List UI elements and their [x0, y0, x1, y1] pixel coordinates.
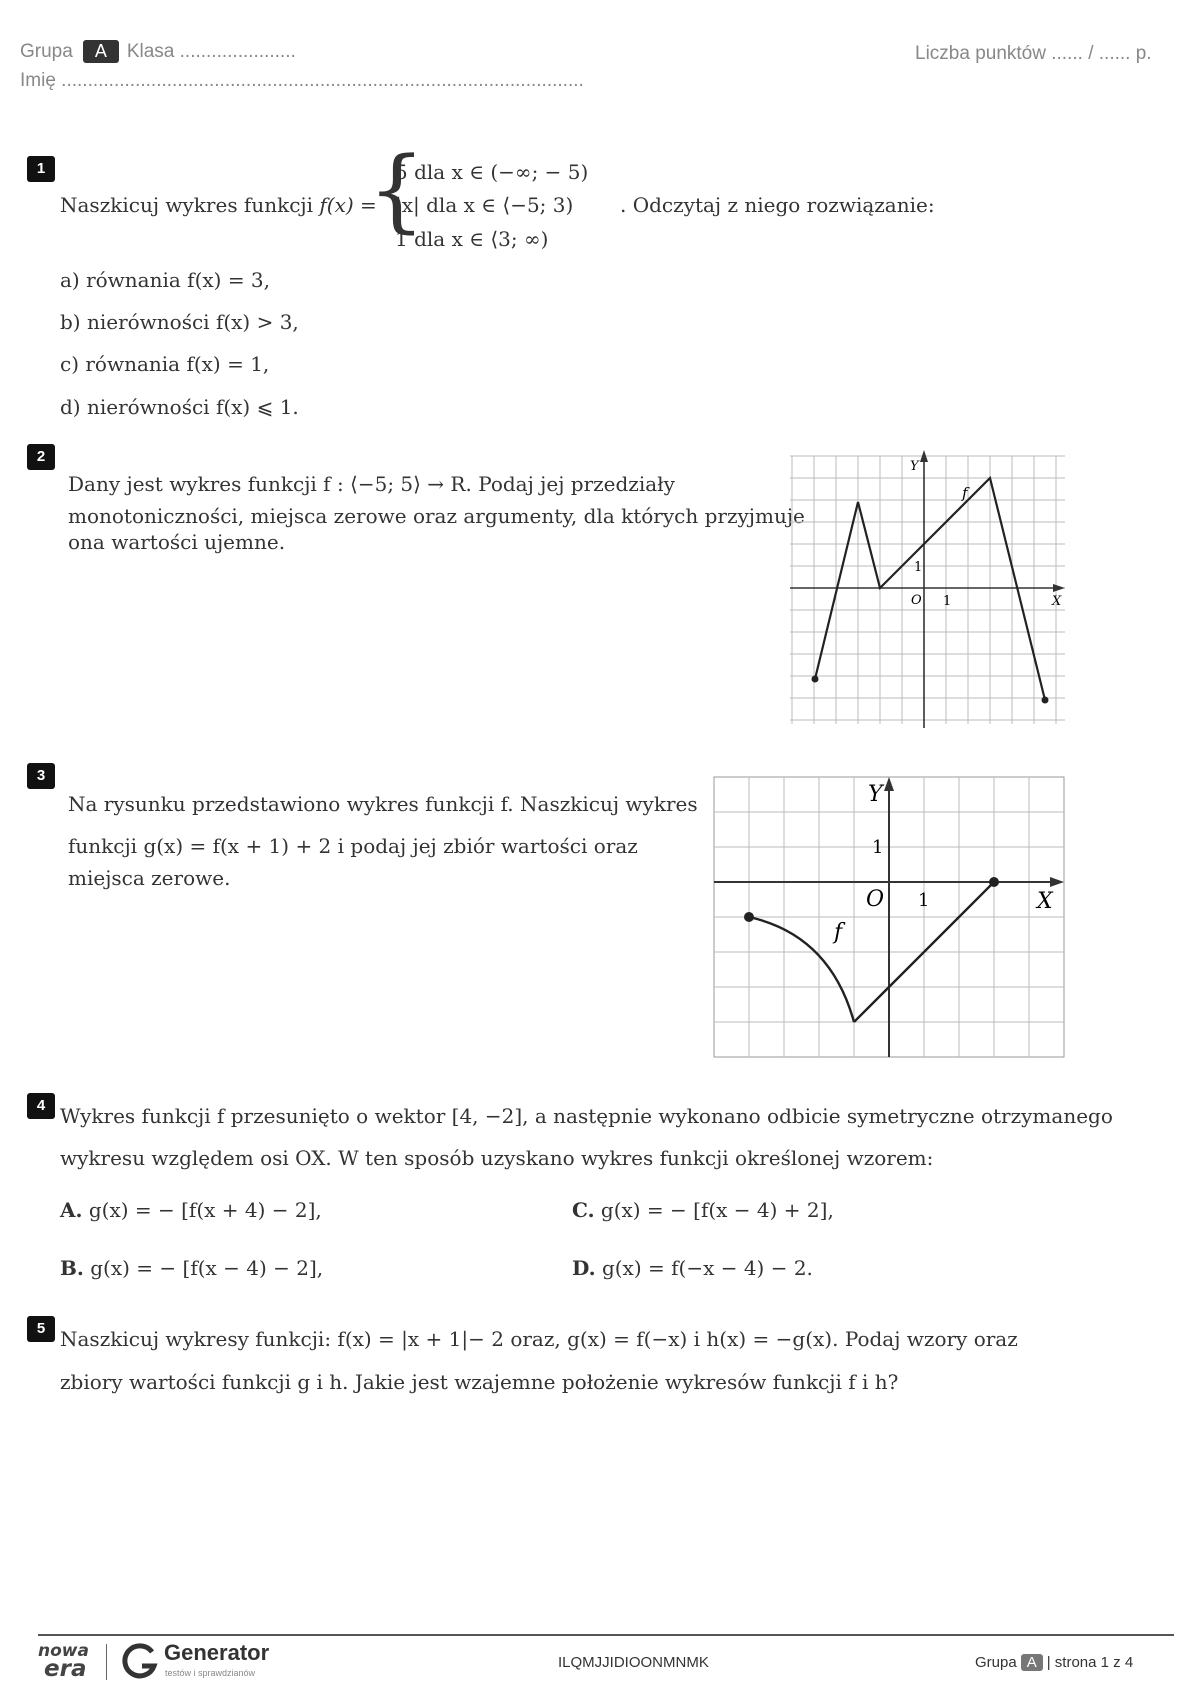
task-1-a: a) równania f(x) = 3,	[60, 268, 271, 292]
task-1-intro-text: Naszkicuj wykres funkcji	[60, 193, 314, 217]
nowa-era-logo	[38, 1641, 98, 1682]
task-4-option-c	[572, 1198, 834, 1222]
footer-grupa-badge: A	[1021, 1654, 1043, 1671]
option-c-key: C.	[572, 1198, 595, 1222]
option-d-key: D.	[572, 1256, 596, 1280]
task-1-number: 1	[27, 156, 55, 182]
task-3-endpoint-left	[744, 912, 754, 922]
option-d-text: g(x) = f(−x − 4) − 2.	[601, 1256, 813, 1280]
task-2-endpoint-right	[1042, 697, 1049, 704]
task-1-case-1: 5 dla x ∈ (−∞; − 5)	[395, 160, 589, 184]
task-5-line-2: zbiory wartości funkcji g i h. Jakie jest wzajemne położenie wykresów funkcji f i h?	[60, 1370, 899, 1394]
task-3-x-label: X	[1037, 889, 1053, 914]
task-2-axes	[790, 450, 1065, 728]
task-4-option-d	[572, 1256, 813, 1280]
logo-separator	[106, 1644, 107, 1680]
task-2-line-1: Dany jest wykres funkcji f : ⟨−5; 5⟩ → R. Podaj jej przedziały	[68, 472, 675, 496]
task-4-line-2: wykresu względem osi OX. W ten sposób uzyskano wykres funkcji określonej wzorem:	[60, 1146, 934, 1170]
task-1-case-2: |x| dla x ∈ ⟨−5; 3)	[395, 193, 574, 217]
task-3-endpoint-right	[989, 877, 999, 887]
footer-grupa-label: Grupa	[975, 1654, 1017, 1671]
task-4-line-1: Wykres funkcji f przesunięto o wektor [4, −2], a następnie wykonano odbicie symetryczne otrzymanego	[60, 1104, 1113, 1128]
logo-tagline: testów i sprawdzianów	[165, 1668, 256, 1678]
task-5-line-1: Naszkicuj wykresy funkcji: f(x) = |x + 1|− 2 oraz, g(x) = f(−x) i h(x) = −g(x). Podaj wzory oraz	[60, 1327, 1018, 1351]
task-2-number: 2	[27, 444, 55, 470]
option-a-key: A.	[60, 1198, 83, 1222]
footer-code: ILQMJJIDIOONMNMK	[558, 1654, 709, 1671]
header-grupa	[20, 40, 296, 63]
task-1-d: d) nierówności f(x) ⩽ 1.	[60, 395, 299, 419]
task-2-function-curve	[815, 478, 1045, 700]
logo-nowa: nowa	[38, 1641, 89, 1661]
imie-label: Imię ...................................................................................................	[20, 70, 584, 91]
task-2-y-label: Y	[910, 459, 919, 474]
logo-era: era	[44, 1656, 87, 1682]
task-4-number: 4	[27, 1093, 55, 1119]
task-1-after: . Odczytaj z niego rozwiązanie:	[620, 193, 935, 217]
piecewise-brace: {	[368, 138, 426, 243]
task-2-line-3: ona wartości ujemne.	[68, 530, 286, 554]
task-1-c: c) równania f(x) = 1,	[60, 352, 270, 376]
grupa-badge: A	[83, 40, 119, 63]
task-2-x-label: X	[1052, 594, 1062, 609]
task-2-origin-label: O	[911, 593, 922, 608]
grupa-label: Grupa	[20, 41, 73, 62]
footer-divider	[38, 1634, 1174, 1636]
task-1-b: b) nierówności f(x) > 3,	[60, 310, 299, 334]
footer-page-label: | strona 1 z 4	[1046, 1654, 1134, 1671]
task-1-intro	[60, 193, 377, 217]
option-b-key: B.	[60, 1256, 84, 1280]
task-5-number: 5	[27, 1316, 55, 1342]
option-a-text: g(x) = − [f(x + 4) − 2],	[88, 1198, 322, 1222]
task-3-line-3: miejsca zerowe.	[68, 866, 231, 890]
task-2-one-y-label: 1	[914, 560, 923, 575]
points-label: Liczba punktów ...... / ...... p.	[915, 43, 1152, 64]
task-2-line-2: monotoniczności, miejsca zerowe oraz argumenty, dla których przyjmuje	[68, 504, 805, 528]
task-3-origin-label: O	[866, 887, 885, 912]
option-b-text: g(x) = − [f(x − 4) − 2],	[90, 1256, 324, 1280]
task-4-option-b	[60, 1256, 323, 1280]
klasa-label: Klasa ......................	[126, 41, 296, 62]
task-3-number: 3	[27, 763, 55, 789]
task-3-one-x-label: 1	[918, 890, 930, 911]
footer-page-info	[975, 1654, 1133, 1671]
task-3-f-label: f	[834, 920, 843, 945]
task-2-one-x-label: 1	[943, 594, 952, 609]
task-3-one-y-label: 1	[872, 837, 884, 858]
task-2-endpoint-left	[812, 676, 819, 683]
task-3-line-2: funkcji g(x) = f(x + 1) + 2 i podaj jej zbiór wartości oraz	[68, 834, 638, 858]
task-1-fx: f(x) =	[319, 193, 377, 217]
task-2-f-label: f	[962, 484, 968, 502]
task-3-y-label: Y	[868, 782, 883, 807]
task-3-line-1: Na rysunku przedstawiono wykres funkcji f. Naszkicuj wykres	[68, 792, 698, 816]
task-3-graph	[712, 775, 1068, 1060]
task-2-graph	[790, 450, 1070, 730]
task-4-option-a	[60, 1198, 322, 1222]
task-1-case-3: 1 dla x ∈ ⟨3; ∞)	[395, 227, 549, 251]
logo-generator: Generator	[164, 1640, 270, 1665]
option-c-text: g(x) = − [f(x − 4) + 2],	[600, 1198, 834, 1222]
generator-logo-icon	[120, 1642, 160, 1682]
